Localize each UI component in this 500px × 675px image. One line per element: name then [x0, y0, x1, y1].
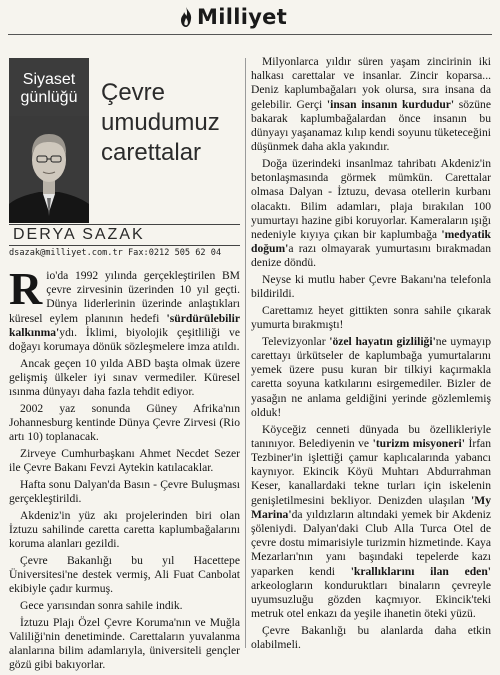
paragraph-text: arkeologların konduruktları binaların çevreyle uyumsuzluğu gözden kaçmıyor. Ekincik'teki metruk otel enkazı da yeşile ihanetin öteki yüzü.: [251, 578, 491, 621]
author-photo-block: [9, 58, 89, 223]
article-paragraph: [251, 304, 491, 332]
paragraph-text: ydı. İklimi, biyolojik çeşitliliği ve doğayı korumaya dönük sözleşmelere imza atıldı.: [9, 325, 240, 354]
column-title: [101, 78, 241, 168]
paragraph-text: a razı olmayarak yumurtasını bırakmadan denize döndü.: [251, 242, 491, 270]
article-paragraph: [251, 55, 491, 154]
author-portrait: [9, 116, 89, 223]
paragraph-text: Çevre Bakanlığı bu alanlarda daha etkin olabilmeli.: [251, 623, 491, 652]
paragraph-text: İrfan Tezbiner'in işlettiği çamur kaplıcalarında yabancı kaynıyor. Ekincik Köyü Muhtarı Abdurrahman Keser, kanallardaki tekne turları için iskelenin genişletilmesini bekliyor. Denizden ulaşılan: [251, 436, 491, 507]
left-column: [9, 58, 240, 675]
column-divider: [245, 58, 246, 648]
paragraph-text: Akdeniz'in yüz akı projelerinden biri olan İztuzu sahilinde caretta caretta kaplumbağalarını koruma alanları gezildi.: [9, 508, 240, 551]
paragraph-text: Televizyonlar: [262, 334, 330, 348]
paragraph-text: Zirveye Cumhurbaşkanı Ahmet Necdet Sezer ile Çevre Bakanı Fevzi Aytekin katılacaklar.: [9, 446, 240, 475]
paragraph-text: Gece yarısından sonra sahile indik.: [20, 598, 183, 612]
article-paragraph: [251, 624, 491, 652]
series-label: [9, 58, 89, 116]
article-paragraph: [9, 478, 240, 506]
paragraph-text: Köyceğiz cenneti dünyada bu özellikleriyle tanınıyor. Belediyenin ve: [251, 422, 491, 450]
paragraph-text: 2002 yaz sonunda Güney Afrika'nın Johannesburg kentinde Dünya Çevre Zirvesi (Rio artı 10) toplanacak.: [9, 401, 240, 444]
article-paragraph: [9, 599, 240, 613]
highlighted-quote: 'medyatik doğum': [251, 227, 491, 256]
column-title-line: carettalar: [101, 139, 202, 166]
column-title-line: umudumuz: [101, 109, 220, 136]
paragraph-text: io'da 1992 yılında gerçekleştirilen BM çevre zirvesinin üzerinden 10 yıl geçti. Dünya liderlerinin üzerinde anlaştıkları küresel eylem planının hedefi: [9, 269, 240, 325]
article-paragraph: [9, 554, 240, 597]
masthead: [0, 0, 500, 34]
newspaper-logo[interactable]: [178, 3, 287, 31]
paragraph-text: İztuzu Plajı Özel Çevre Koruma'nın ve Muğla Valiliği'nin denetiminde. Carettaların yuvalanma alanlarına bilim adamlarıyla, üniversiteli gençler gözü gibi bakıyorlar.: [9, 615, 240, 672]
article-paragraph: [9, 509, 240, 552]
highlighted-quote: 'insan insanın kurdudur': [326, 97, 455, 111]
highlighted-quote: 'turizm misyoneri': [372, 436, 465, 450]
highlighted-quote: 'sürdürülebilir kalkınma': [9, 311, 240, 339]
paragraph-text: ne uymayıp carettayı ürkütseler de kaplumbağa yumurtalarını yemek üzere pusu kuran bir tilkiyi kaçırmakla caretta soyuna katkılarını esirgemediler. Bizler de yasağın ne anlama geldiğini yerinde gözlemlemiş olduk!: [251, 334, 491, 419]
article-paragraph: [9, 357, 240, 400]
byline-bar: [9, 224, 240, 246]
highlighted-quote: 'My Marina': [251, 493, 491, 521]
paragraph-text: Milyonlarca yıldır süren yaşam zincirinin iki halkası carettalar ve insanlar. Zincir koparsa... Deniz kaplumbağaları yok olursa, sıra insana da gelebilir. Gerçi: [251, 55, 491, 111]
series-label-line-1: Siyaset: [22, 71, 76, 88]
article-paragraph: [9, 402, 240, 445]
paragraph-text: Ancak geçen 10 yılda ABD başta olmak üzere gelişmiş ülkeler iyi sınav vermediler. Küresel ısınma dünyayı daha fazla tehdit ediyor.: [9, 356, 240, 399]
paragraph-text: Carettamız heyet gittikten sonra sahile çıkarak yumurta bırakmıştı!: [251, 303, 491, 332]
column-title-line: Çevre: [101, 79, 166, 106]
paragraph-text: Çevre Bakanlığı bu yıl Hacettepe Üniversitesi'ne destek vermiş, Ali Fuat Canbolat ekibiyle çadır kurmuş.: [9, 553, 240, 596]
highlighted-quote: 'özel hayatın gizliliği': [329, 334, 436, 348]
article-paragraph: [251, 423, 491, 622]
article-paragraph: [9, 263, 240, 354]
drop-cap: R: [9, 263, 43, 314]
article-paragraph: [251, 335, 491, 420]
author-name: DERYA SAZAK: [13, 226, 145, 243]
paragraph-text: da yıldızların altındaki yemek bir Akdeniz şöleniydi. Dalyan'daki Club Alla Turca Otel de çevre dostu mimarisiyle turizmin hizmetinde. Kaya Mezarları'nın yanı başındaki tepelerde kazı yaparken kendi: [251, 507, 491, 578]
paragraph-text: sözüne bakarak kaplumbağalardan önce insanın bu dünyayı yaşanamaz kılıp kendi soyunu tüketeceğini düşünmek daha akla yakındır.: [251, 97, 491, 154]
flame-icon: [178, 6, 194, 28]
series-label-line-2: günlüğü: [20, 89, 78, 106]
article-paragraph: [251, 273, 491, 301]
article-paragraph: [9, 447, 240, 475]
article-paragraph: [251, 157, 491, 271]
article-paragraph: [9, 616, 240, 673]
paragraph-text: Neyse ki mutlu haber Çevre Bakanı'na telefonla bildirildi.: [251, 273, 491, 301]
masthead-rule: [8, 34, 492, 35]
author-contact: dsazak@milliyet.com.tr Fax:0212 505 62 04: [9, 248, 222, 258]
column-header: [9, 58, 240, 263]
paragraph-text: Hafta sonu Dalyan'da Basın - Çevre Buluşması gerçekleştirildi.: [9, 477, 240, 506]
right-column: [251, 55, 491, 655]
highlighted-quote: 'krallıklarını ilan eden': [350, 564, 491, 578]
left-column-text: [9, 263, 240, 672]
right-column-text: [251, 55, 491, 652]
newspaper-name: Milliyet: [197, 5, 288, 29]
paragraph-text: Doğa üzerindeki insanlmaz tahribatı Akdeniz'in betonlaşmasında görmek mümkün. Carettalar olmasa Dalyan - İztuzu, devasa otellerin kurbanı olacaktı. Bilim adamları, plaja bırakılan 100 yumurtayı hazine gibi koruyorlar. Kameraların ışığı nedeniyle kıyıya çıkan bir kaplumbağa: [251, 156, 491, 241]
